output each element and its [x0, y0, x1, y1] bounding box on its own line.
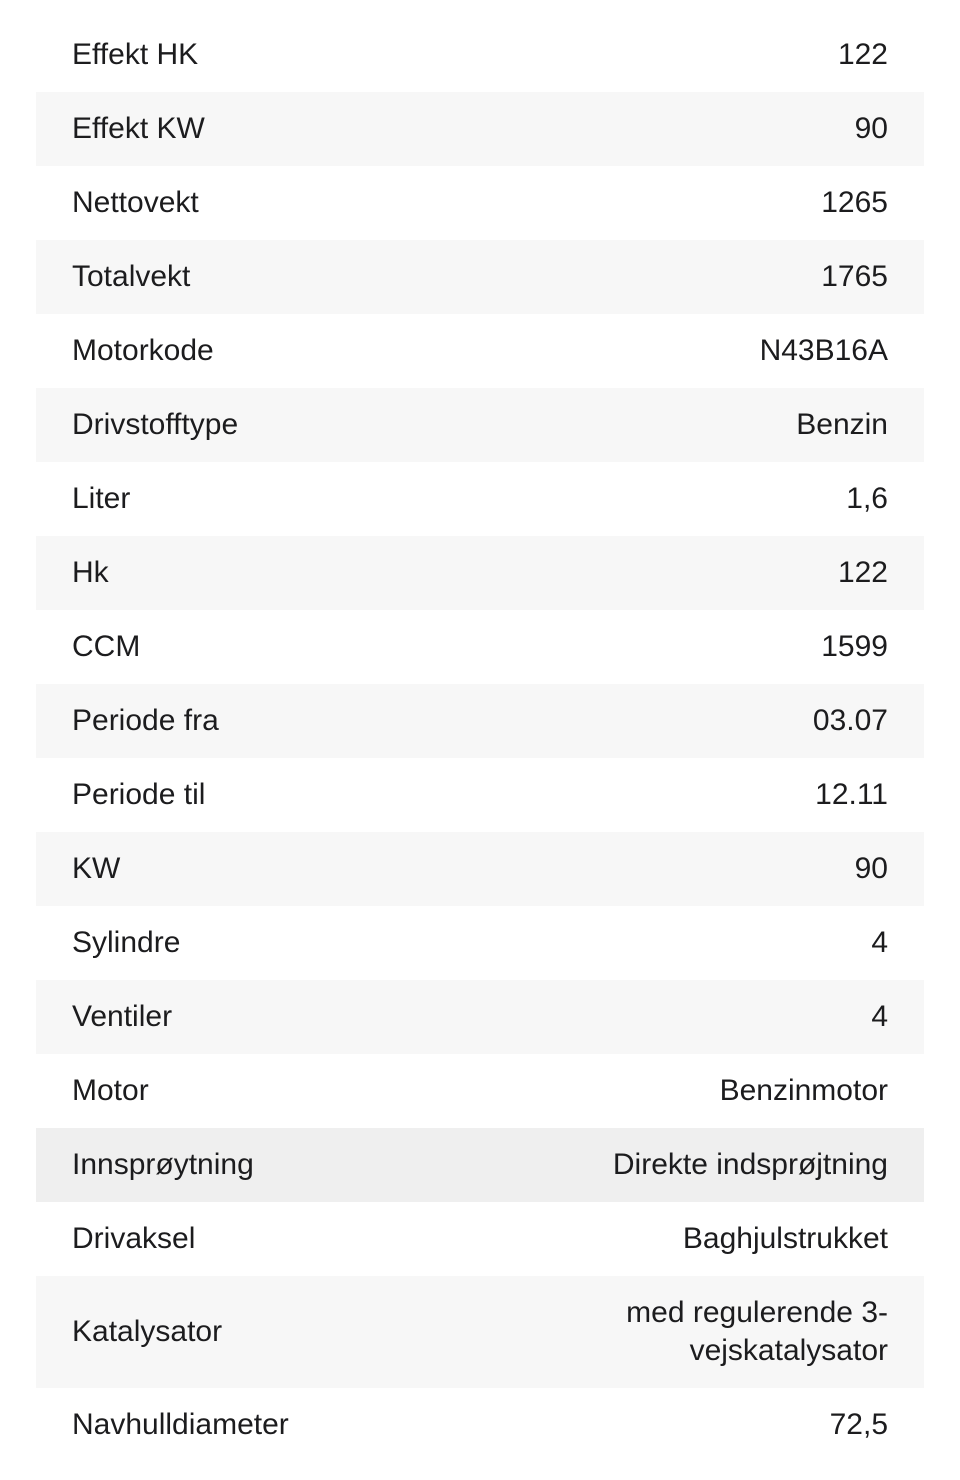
spec-value: 1,6	[846, 482, 888, 515]
spec-row-sylindre	[36, 906, 924, 980]
spec-row-drivstofftype	[36, 388, 924, 462]
spec-row-kw	[36, 832, 924, 906]
spec-label: Innsprøytning	[72, 1148, 254, 1181]
spec-label: Effekt HK	[72, 38, 199, 71]
spec-value: 90	[854, 852, 888, 885]
spec-label: Drivstofftype	[72, 408, 239, 441]
spec-row-ventiler	[36, 980, 924, 1054]
spec-label: Katalysator	[72, 1315, 223, 1348]
spec-value: Benzin	[796, 408, 888, 441]
spec-label: Periode til	[72, 778, 206, 811]
spec-label: Sylindre	[72, 926, 181, 959]
spec-value: 72,5	[829, 1408, 888, 1441]
spec-label: Ventiler	[72, 1000, 173, 1033]
spec-label: Motorkode	[72, 334, 214, 367]
spec-label: Motor	[72, 1074, 149, 1107]
spec-row-hk	[36, 536, 924, 610]
spec-row-innsproytning	[36, 1128, 924, 1202]
spec-label: Liter	[72, 482, 131, 515]
spec-label: CCM	[72, 630, 141, 663]
spec-row-effekt-kw	[36, 92, 924, 166]
spec-table	[36, 18, 924, 1462]
spec-row-motorkode	[36, 314, 924, 388]
spec-value: 1599	[821, 630, 888, 663]
spec-value: Benzinmotor	[719, 1074, 888, 1107]
spec-row-ccm	[36, 610, 924, 684]
spec-label: Periode fra	[72, 704, 219, 737]
spec-label: Effekt KW	[72, 112, 205, 145]
spec-value: 122	[837, 556, 888, 589]
spec-row-navhulldiameter	[36, 1388, 924, 1462]
spec-label: Navhulldiameter	[72, 1408, 289, 1441]
spec-value: 4	[871, 1000, 888, 1033]
spec-value: 1765	[821, 260, 888, 293]
spec-row-drivaksel	[36, 1202, 924, 1276]
spec-value: 03.07	[812, 704, 888, 737]
spec-value: 1265	[821, 186, 888, 219]
spec-value: 90	[854, 112, 888, 145]
spec-row-nettovekt	[36, 166, 924, 240]
spec-value: med regulerende 3-vejskatalysator	[626, 1296, 888, 1367]
spec-value: N43B16A	[759, 334, 888, 367]
spec-row-totalvekt	[36, 240, 924, 314]
spec-value: Direkte indsprøjtning	[612, 1148, 888, 1181]
spec-value: 122	[837, 38, 888, 71]
spec-label: Totalvekt	[72, 260, 191, 293]
spec-row-motor	[36, 1054, 924, 1128]
spec-label: Drivaksel	[72, 1222, 196, 1255]
spec-label: KW	[72, 852, 121, 885]
spec-row-katalysator	[36, 1276, 924, 1388]
spec-value: 4	[871, 926, 888, 959]
spec-label: Nettovekt	[72, 186, 199, 219]
spec-row-periode-til	[36, 758, 924, 832]
spec-value: 12.11	[815, 778, 888, 811]
spec-row-effekt-hk	[36, 18, 924, 92]
spec-value: Baghjulstrukket	[682, 1222, 888, 1255]
spec-row-liter	[36, 462, 924, 536]
spec-label: Hk	[72, 556, 109, 589]
spec-row-periode-fra	[36, 684, 924, 758]
